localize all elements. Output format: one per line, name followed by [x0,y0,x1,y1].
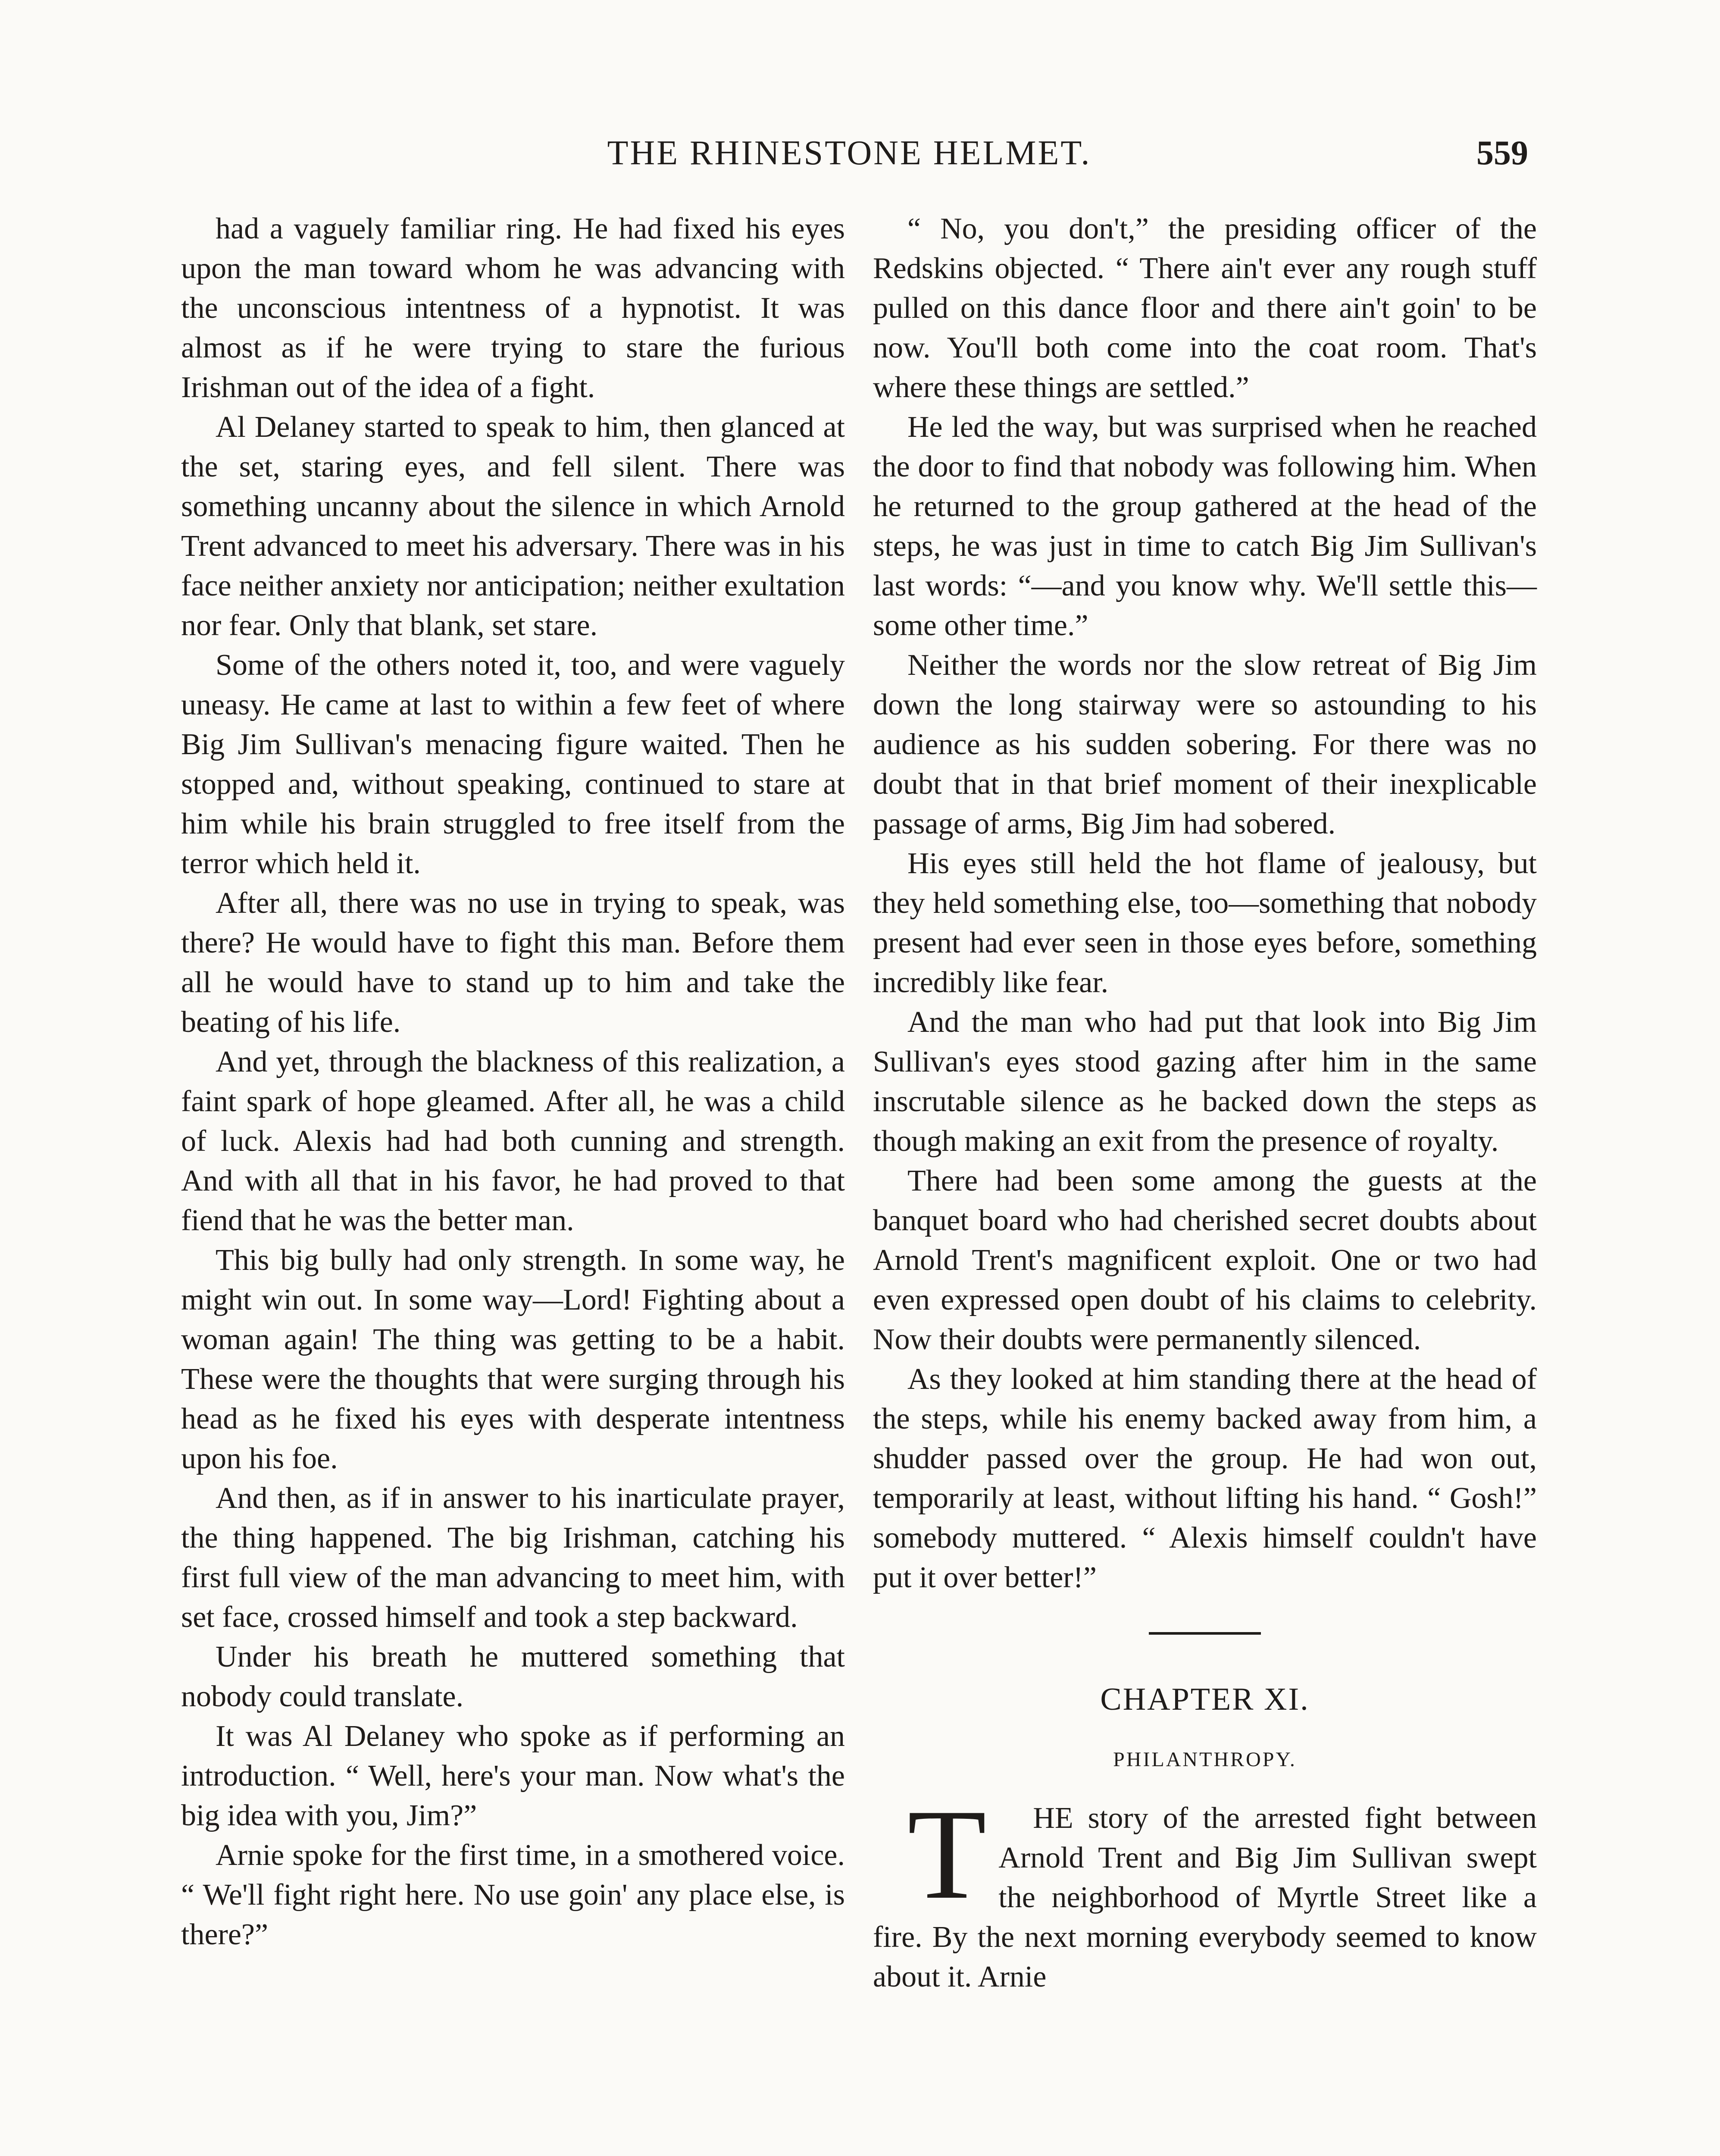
paragraph: As they looked at him standing there at the head of the steps, while his enemy backed away from him, a shudder passed over the group. He had won out, temporarily at least, without lifting his hand. “ Gosh!” somebody muttered. “ Alexis himself couldn't have put it over better!” [873,1363,1537,1594]
right-column [873,209,1537,1997]
chapter-subtitle: PHILANTHROPY. [1113,1748,1297,1771]
page-number: 559 [1476,134,1528,172]
paragraph: After all, there was no use in trying to speak, was there? He would have to fight this man. Before them all he would have to stand up to him and take the beating of his life. [181,887,845,1039]
paragraph: It was Al Delaney who spoke as if performing an introduction. “ Well, here's your man. Now what's the big idea with you, Jim?” [181,1720,845,1832]
paragraph: And yet, through the blackness of this realization, a faint spark of hope gleamed. After all, he was a child of luck. Alexis had had both cunning and strength. And with all that in his favor, he had proved to that fiend that he was the better man. [181,1045,845,1237]
drop-cap: T [907,1783,987,1926]
section-divider [1149,1632,1261,1635]
chapter-opening-paragraph [873,1783,1537,1997]
paragraph: And then, as if in answer to his inarticulate prayer, the thing happened. The big Irishman, catching his first full view of the man advancing to meet him, with set face, crossed himself and took a step backward. [181,1482,845,1634]
paragraph: “ No, you don't,” the presiding officer of the Redskins objected. “ There ain't ever any rough stuff pulled on this dance floor and there ain't goin' to be now. You'll both come into the coat room. That's where these things are settled.” [873,212,1537,404]
paragraph: His eyes still held the hot flame of jealousy, but they held something else, too—something that nobody present had ever seen in those eyes before, something incredibly like fear. [873,847,1537,999]
chapter-opening-text: HE story of the arrested fight between Arnold Trent and Big Jim Sullivan swept the neighborhood of Myrtle Street like a fire. By the next morning everybody seemed to know about it. Arnie [873,1802,1537,1993]
paragraph: Arnie spoke for the first time, in a smothered voice. “ We'll fight right here. No use goin' any place else, is there?” [181,1839,845,1951]
paragraph: He led the way, but was surprised when he reached the door to find that nobody was following him. When he returned to the group gathered at the head of the steps, he was just in time to catch Big Jim Sullivan's last words: “—and you know why. We'll settle this—some other time.” [873,411,1537,642]
left-column [181,209,845,1955]
paragraph: Some of the others noted it, too, and were vaguely uneasy. He came at last to within a few feet of where Big Jim Sullivan's menacing figure waited. Then he stopped and, without speaking, continued to stare at him while his brain struggled to free itself from the terror which held it. [181,649,845,880]
running-title: THE RHINESTONE HELMET. [607,134,1091,172]
paragraph: There had been some among the guests at the banquet board who had cherished secret doubts about Arnold Trent's magnificent exploit. One or two had even expressed open doubt of his claims to celebrity. Now their doubts were permanently silenced. [873,1164,1537,1356]
paragraph: Under his breath he muttered something that nobody could translate. [181,1640,845,1713]
paragraph: had a vaguely familiar ring. He had fixed his eyes upon the man toward whom he was advancing with the unconscious intentness of a hypnotist. It was almost as if he were trying to stare the furious Irishman out of the idea of a fight. [181,212,845,404]
paragraph: This big bully had only strength. In some way, he might win out. In some way—Lord! Fighting about a woman again! The thing was getting to be a habit. These were the thoughts that were surging through his head as he fixed his eyes with desperate intentness upon his foe. [181,1244,845,1475]
paragraph: And the man who had put that look into Big Jim Sullivan's eyes stood gazing after him in the same inscrutable silence as he backed down the steps as though making an exit from the presence of royalty. [873,1006,1537,1158]
paragraph: Neither the words nor the slow retreat of Big Jim down the long stairway were so astounding to his audience as his sudden sobering. For there was no doubt that in that brief moment of their inexplicable passage of arms, Big Jim had sobered. [873,649,1537,840]
chapter-title: CHAPTER XI. [1100,1682,1310,1717]
paragraph: Al Delaney started to speak to him, then glanced at the set, staring eyes, and fell silent. There was something uncanny about the silence in which Arnold Trent advanced to meet his adversary. There was in his face neither anxiety nor anticipation; neither exultation nor fear. Only that blank, set stare. [181,411,845,642]
running-head [170,129,1528,181]
